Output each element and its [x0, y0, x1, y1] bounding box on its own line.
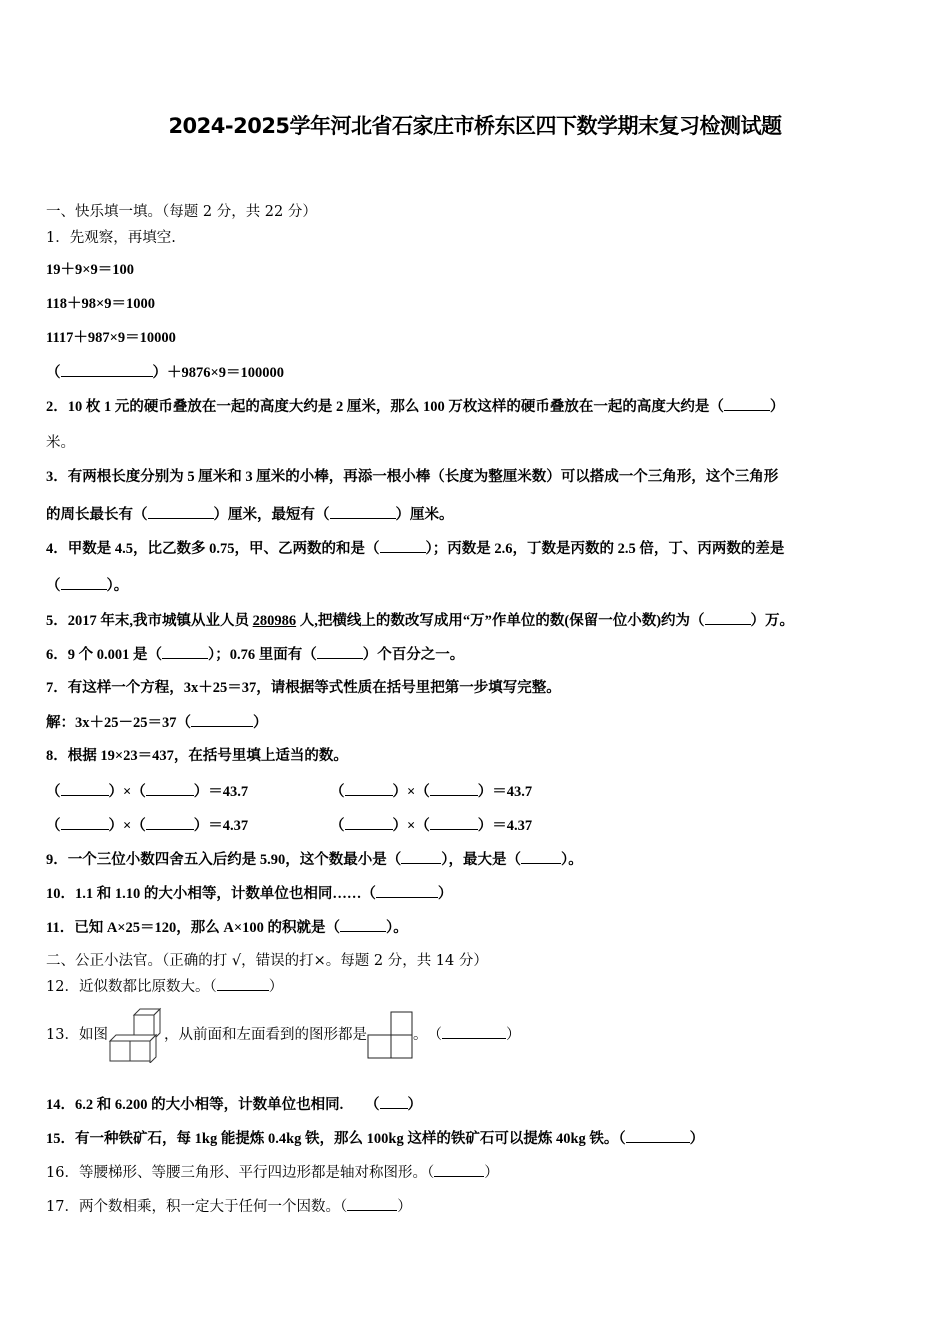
q3-text-c: ）厘米。 [395, 507, 454, 523]
q13-line [46, 1006, 520, 1066]
page-title: 2024-2025学年河北省石家庄市桥东区四下数学期末复习检测试题 [168, 114, 782, 138]
q9-line [46, 849, 583, 870]
times-sign: ）×（ [108, 818, 146, 834]
q1-prompt: 1．先观察，再填空. [46, 230, 176, 246]
q6-text-a: 6．9 个 0.001 是（ [46, 647, 162, 663]
q2-line-2: 米。 [46, 435, 75, 451]
q10-text: 10．1.1 和 1.10 的大小相等，计数单位也相同……（ [46, 886, 376, 902]
q1-equation-4 [46, 362, 284, 383]
q3-answer-blank-shortest[interactable] [330, 504, 396, 519]
q9-text-b: ），最大是（ [441, 852, 521, 868]
q1-eq4-rest: ）＋9876×9＝100000 [152, 365, 285, 381]
q12-line [46, 976, 283, 997]
paren: ） [477, 818, 493, 834]
q5-text-b: 人,把横线上的数改写成用“万”作单位的数(保留一位小数)约为（ [296, 613, 705, 629]
q5-text-a: 5．2017 年末,我市城镇从业人员 [46, 613, 253, 629]
q7-answer-blank[interactable] [191, 712, 253, 727]
q13-answer-blank[interactable] [442, 1024, 506, 1039]
times-sign: ）×（ [108, 784, 146, 800]
q2-text: 2．10 枚 1 元的硬币叠放在一起的高度大约是 2 厘米，那么 100 万枚这样的硬币叠放在一起的高度大约是（ [46, 399, 724, 415]
q8-row-1-right [330, 781, 532, 802]
q14-line [46, 1094, 422, 1115]
q12-text: 12．近似数都比原数大。（ [46, 979, 217, 995]
q5-text-c: ）万。 [750, 613, 795, 629]
q7-close-paren: ） [253, 715, 268, 731]
q14-answer-blank[interactable] [380, 1094, 408, 1109]
q3-line-1: 3．有两根长度分别为 5 厘米和 3 厘米的小棒，再添一根小棒（长度为整厘米数）可以搭成一个三角形，这个三角形 [46, 469, 779, 485]
q1-equation-2: 118＋98×9＝1000 [46, 296, 155, 312]
q7-solution-text: 解：3x＋25－25＝37（ [46, 715, 191, 731]
q8-blank[interactable] [430, 815, 478, 830]
q6-text-b: ）；0.76 里面有（ [208, 647, 317, 663]
q10-answer-blank[interactable] [376, 883, 438, 898]
q13-close-paren: ） [505, 1027, 521, 1043]
front-left-view-figure [367, 1011, 413, 1059]
q10-line [46, 883, 452, 904]
q1-equation-3: 1117＋987×9＝10000 [46, 330, 176, 346]
paren: ） [193, 818, 209, 834]
section-1-heading: 一、快乐填一填。（每题 2 分，共 22 分） [46, 204, 317, 220]
q8-blank[interactable] [146, 815, 194, 830]
q9-text-a: 9．一个三位小数四舍五入后约是 5.90，这个数最小是（ [46, 852, 402, 868]
paren: （ [330, 784, 345, 800]
q8-blank[interactable] [61, 781, 109, 796]
q2-answer-blank[interactable] [724, 396, 770, 411]
q4-close-paren: ）。 [106, 578, 129, 594]
paren: ） [477, 784, 493, 800]
q2-line-1 [46, 396, 784, 417]
q9-text-c: ）。 [561, 852, 583, 868]
q4-answer-blank-difference[interactable] [61, 575, 107, 590]
q6-text-c: ）个百分之一。 [362, 647, 465, 663]
q9-answer-blank-min[interactable] [401, 849, 441, 864]
q1-equation-1: 19＋9×9＝100 [46, 262, 135, 278]
q1-open-paren: （ [46, 365, 61, 381]
q12-close-paren: ） [268, 979, 284, 995]
q14-text: 14．6.2 和 6.200 的大小相等，计数单位也相同. （ [46, 1097, 380, 1113]
cube-stack-figure [108, 1007, 164, 1063]
q16-text: 16．等腰梯形、等腰三角形、平行四边形都是轴对称图形。（ [46, 1165, 435, 1181]
q8-blank[interactable] [345, 815, 393, 830]
q4-open-paren: （ [46, 578, 61, 594]
q17-text: 17．两个数相乘，积一定大于任何一个因数。（ [46, 1199, 348, 1215]
q4-line-1 [46, 538, 784, 559]
q8-result: ＝43.7 [208, 784, 249, 800]
q16-answer-blank[interactable] [434, 1162, 484, 1177]
paren: ） [193, 784, 209, 800]
q8-prompt: 8．根据 19×23＝437，在括号里填上适当的数。 [46, 748, 348, 764]
q3-text-b: ）厘米，最短有（ [213, 507, 330, 523]
times-sign: ）×（ [392, 784, 430, 800]
paren: （ [46, 784, 61, 800]
q5-answer-blank[interactable] [705, 610, 751, 625]
q12-answer-blank[interactable] [217, 976, 269, 991]
q8-blank[interactable] [146, 781, 194, 796]
q8-blank[interactable] [61, 815, 109, 830]
q11-text: 11．已知 A×25＝120，那么 A×100 的积就是（ [46, 920, 341, 936]
q10-close-paren: ） [437, 886, 453, 902]
q8-row-2-right [330, 815, 532, 836]
section-2-heading: 二、公正小法官。（正确的打 √，错误的打×。每题 2 分，共 14 分） [46, 953, 488, 969]
q8-result: ＝4.37 [492, 818, 533, 834]
q8-row-2-left [46, 815, 248, 836]
q17-answer-blank[interactable] [347, 1196, 397, 1211]
q3-line-2 [46, 504, 454, 525]
q7-prompt: 7．有这样一个方程，3x＋25＝37，请根据等式性质在括号里把第一步填写完整。 [46, 680, 561, 696]
q4-answer-blank-sum[interactable] [380, 538, 426, 553]
q17-line [46, 1196, 412, 1217]
q5-line [46, 610, 794, 631]
q13-text-a: 13．如图 [46, 1027, 108, 1043]
q8-result: ＝43.7 [492, 784, 533, 800]
q15-close-paren: ） [689, 1131, 705, 1147]
q8-blank[interactable] [345, 781, 393, 796]
q13-text-b: ，从前面和左面看到的图形都是 [163, 1027, 367, 1043]
q14-close-paren: ） [407, 1097, 422, 1113]
q13-text-c: 。 （ [412, 1027, 442, 1043]
q3-answer-blank-longest[interactable] [148, 504, 214, 519]
q1-answer-blank[interactable] [61, 362, 153, 377]
q6-line [46, 644, 464, 665]
q16-close-paren: ） [484, 1165, 499, 1181]
times-sign: ）×（ [392, 818, 430, 834]
q8-row-1-left [46, 781, 248, 802]
q6-answer-blank-2[interactable] [317, 644, 363, 659]
q8-blank[interactable] [430, 781, 478, 796]
q4-text-a: 4．甲数是 4.5，比乙数多 0.75，甲、乙两数的和是（ [46, 541, 380, 557]
q7-solution [46, 712, 268, 733]
q3-text-a: 的周长最长有（ [46, 507, 148, 523]
q8-result: ＝4.37 [208, 818, 249, 834]
q15-text: 15．有一种铁矿石，每 1kg 能提炼 0.4kg 铁，那么 100kg 这样的铁矿石可以提炼 40kg 铁。（ [46, 1131, 626, 1147]
q4-text-b: ）；丙数是 2.6，丁数是丙数的 2.5 倍，丁、丙两数的差是 [425, 541, 785, 557]
q15-answer-blank[interactable] [626, 1128, 690, 1143]
paren: （ [330, 818, 345, 834]
q15-line [46, 1128, 704, 1149]
paren: （ [46, 818, 61, 834]
q17-close-paren: ） [397, 1199, 412, 1215]
q2-close-paren: ） [769, 399, 785, 415]
q9-answer-blank-max[interactable] [521, 849, 561, 864]
q6-answer-blank-1[interactable] [162, 644, 208, 659]
q11-answer-blank[interactable] [340, 917, 386, 932]
q5-underlined-number: 280986 [252, 613, 297, 629]
q11-close-paren: ）。 [386, 920, 408, 936]
q4-line-2 [46, 575, 128, 596]
q16-line [46, 1162, 499, 1183]
q11-line [46, 917, 408, 938]
